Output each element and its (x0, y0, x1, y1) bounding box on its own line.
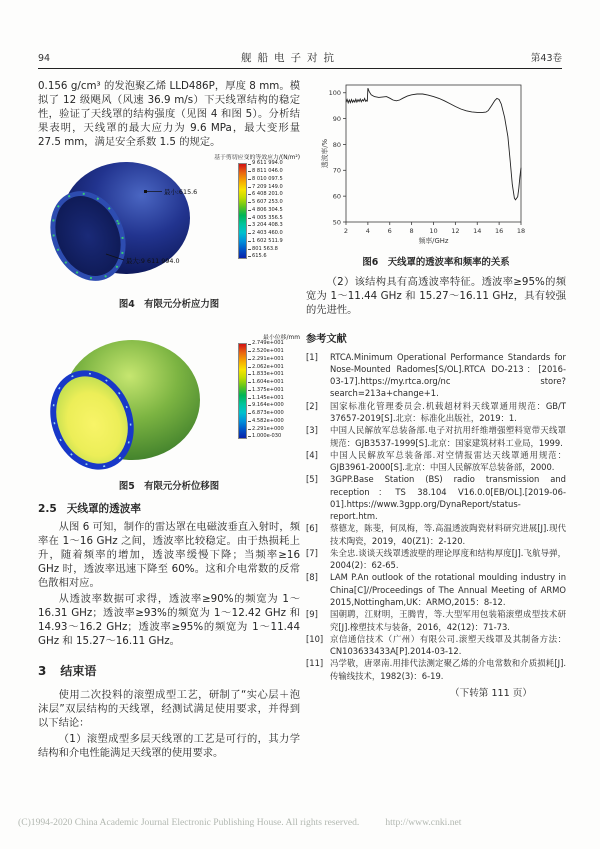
legend-value: 5 607 253.0 (248, 200, 300, 205)
legend-tick (248, 164, 251, 165)
figure4-stress-dome-image (44, 156, 204, 292)
page-header (38, 50, 562, 65)
section-title: 结束语 (60, 664, 97, 679)
legend-tick (248, 202, 251, 203)
continuation-note: （下转第 111 页） (450, 687, 532, 699)
legend-tick (248, 367, 251, 368)
legend-value: 9 611 994.0 (248, 161, 300, 166)
reference-item (306, 608, 566, 633)
cnki-url: http://www.cnki.net (385, 817, 462, 828)
section-2-5-paragraph-1: 从图 6 可知，制作的雷达罩在电磁波垂直入射时，频率在 1～16 GHz 之间，透波率比较稳定。由于热损耗上升，随着频率的增加，透波率缓慢下降；当频率≥16 GHz 时，透波率迅速下降至 60%。这和介电常数的反常色散相对应。 (38, 521, 300, 590)
min-annotation-label: 最小:615.6 (164, 188, 198, 197)
figure4-legend-title: 基于剪切应变的等效应力/(N/m²) (214, 155, 300, 162)
reference-text: RTCA.Minimum Operational Performance Standards for Nose-Mounted Radomes[S/OL].RTCA DO-213：[2016-03-17].https://my.rtca.org/nc store? search=213a+change+1. (330, 351, 566, 399)
legend-tick (248, 233, 251, 234)
max-annotation-label: 最大:9 611 994.0 (126, 257, 180, 266)
reference-text: 冯学敬，唐翠南.用排代法测定聚乙烯的介电常数和介质损耗[J].传输线技术，1982(3)：6-19. (330, 658, 566, 681)
legend-value: 7 209 149.0 (248, 185, 300, 190)
section-3-heading (38, 662, 300, 679)
legend-value: 8 811 046.0 (248, 169, 300, 174)
figure4-caption: 图4 有限元分析应力图 (118, 299, 220, 311)
reference-text: 中国人民解放军总装备部.电子对抗用纤维增强塑料宽带天线罩规范：GJB3537-1999[S].北京：国家建筑材料工业局，1999. (330, 425, 566, 448)
figure4-stress-plot (38, 152, 300, 292)
reference-item (306, 571, 566, 608)
legend-tick (248, 171, 251, 172)
reference-item (306, 400, 566, 425)
legend-value: 4.582e+000 (248, 419, 300, 424)
legend-value: 2.062e+001 (248, 365, 300, 370)
journal-title: 舰船电子对抗 (241, 52, 340, 64)
legend-value: 1.833e+001 (248, 372, 300, 377)
legend-tick (248, 405, 251, 406)
legend-tick (248, 359, 251, 360)
reference-text: 国朝聘，江财明，王腾胄，等.大型军用包装箱滚塑成型技术研究[J].橡塑技术与装备，2016，42(12)：71-73. (330, 609, 566, 632)
legend-value: 2.291e+000 (248, 427, 300, 432)
figure5-displacement-plot (38, 332, 300, 474)
legend-value: 9.164e+000 (248, 403, 300, 408)
figure5-legend-values (248, 341, 300, 439)
section-3-paragraph-1: 使用二次投料的滚塑成型工艺，研制了“实心层＋泡沫层”双层结构的天线罩，经测试满足使用要求，并得到以下结论： (38, 689, 300, 730)
references-heading: 参考文献 (306, 333, 347, 345)
reference-text: 3GPP.Base Station (BS) radio transmission and reception：TS 38.104 V16.0.0[EB/OL].[2019-06-01].https://www.3gpp.org/DynaReport/status-report.htm. (330, 474, 566, 522)
legend-value: 1.375e+001 (248, 388, 300, 393)
figure6-chart (320, 80, 558, 250)
reference-number: [4] (306, 449, 318, 460)
svg-text:频率/GHz: 频率/GHz (418, 237, 449, 245)
legend-tick (248, 413, 251, 414)
svg-text:12: 12 (451, 227, 460, 235)
svg-text:4: 4 (365, 227, 370, 235)
legend-tick (248, 218, 251, 219)
page-number: 94 (38, 53, 51, 64)
reference-item (306, 424, 566, 449)
legend-value: 615.6 (248, 254, 300, 259)
reference-item (306, 547, 566, 572)
reference-number: [3] (306, 425, 318, 436)
legend-value: 1.000e-030 (248, 434, 300, 439)
svg-text:2: 2 (343, 227, 349, 235)
legend-value: 1 602 511.9 (248, 239, 300, 244)
reference-text: LAM P.An outlook of the rotational moulding industry in China[C]//Proceedings of The Annual Meeting of ARMO 2015,Nottingham,UK：ARMO,2015：8-12. (330, 572, 566, 607)
reference-number: [10] (306, 633, 324, 644)
legend-tick (248, 421, 251, 422)
legend-tick (248, 374, 251, 375)
legend-tick (248, 179, 251, 180)
reference-item (306, 473, 566, 522)
conclusion-paragraph-2: （2）该结构具有高透波率特征。透波率≥95%的频宽为 1～11.44 GHz 和 15.27～16.11 GHz，具有较强的先进性。 (306, 276, 566, 316)
reference-number: [6] (306, 523, 318, 534)
legend-value: 2.291e+001 (248, 357, 300, 362)
legend-value: 2.749e+001 (248, 341, 300, 346)
section-number: 2.5 (38, 503, 57, 516)
svg-text:10: 10 (429, 227, 438, 235)
svg-text:16: 16 (494, 227, 504, 235)
svg-text:透波率/%: 透波率/% (321, 138, 329, 169)
legend-tick (248, 210, 251, 211)
legend-value: 8 010 097.5 (248, 177, 300, 182)
copyright-text: (C)1994-2020 China Academic Journal Electronic Publishing House. All rights reserved. (18, 817, 360, 828)
section-title: 天线罩的透波率 (66, 503, 141, 516)
section-2-5-paragraph-2: 从透波率数据可求得，透波率≥90%的频宽为 1～16.31 GHz；透波率≥93%的频宽为 1～12.42 GHz 和 14.93～16.2 GHz；透波率≥95%的频宽为 1～11.44 GHz 和 15.27～16.11 GHz。 (38, 592, 300, 647)
section-3-paragraph-2: （1）滚塑成型多层天线罩的工艺是可行的，其力学结构和介电性能满足天线罩的使用要求。 (38, 733, 300, 760)
legend-value: 4 806 304.5 (248, 208, 300, 213)
reference-number: [11] (306, 658, 324, 669)
svg-text:80: 80 (332, 140, 341, 149)
min-point-marker (144, 190, 147, 193)
figure6-plot (306, 80, 566, 252)
figure5-displacement-dome-image (44, 334, 214, 474)
legend-tick (248, 429, 251, 430)
reference-number: [2] (306, 400, 318, 411)
legend-tick (248, 194, 251, 195)
reference-number: [1] (306, 351, 318, 362)
reference-item (306, 657, 566, 682)
reference-number: [5] (306, 474, 318, 485)
svg-text:70: 70 (332, 166, 341, 175)
reference-text: 蔡德龙，陈斐，何凤梅，等.高温透波陶瓷材料研究进展[J].现代技术陶瓷，2019，40(Z1)：2-120. (330, 523, 566, 546)
legend-tick (248, 436, 251, 437)
right-column (306, 80, 566, 699)
legend-tick (248, 382, 251, 383)
reference-text: 国家标准化管理委员会.机载超材料天线罩通用规范：GB/T 37657-2019[S].北京：标准化出版社，2019：1. (330, 400, 566, 423)
svg-text:14: 14 (473, 227, 482, 235)
legend-value: 2 403 460.0 (248, 231, 300, 236)
svg-text:8: 8 (409, 227, 414, 235)
figure5-legend-title: 最小位移/mm (262, 335, 300, 342)
legend-tick (248, 344, 251, 345)
reference-text: 朱全忠.谈谈天线罩透波壁的理论厚度和结构厚度[J].飞航导弹，2004(2)：62-65. (330, 547, 566, 571)
reference-number: [7] (306, 547, 318, 558)
reference-item (306, 449, 566, 474)
legend-value: 3 204 408.3 (248, 223, 300, 228)
left-column (38, 80, 300, 763)
page-footer (18, 817, 461, 828)
legend-value: 6 408 201.0 (248, 192, 300, 197)
reference-item (306, 351, 566, 400)
svg-text:50: 50 (332, 218, 341, 227)
legend-tick (248, 256, 251, 257)
figure4-legend-values (248, 161, 300, 259)
figure6-caption: 图6 天线罩的透波率和频率的关系 (362, 257, 510, 268)
legend-tick (248, 249, 251, 250)
legend-tick (248, 241, 251, 242)
legend-tick (248, 390, 251, 391)
legend-value: 6.873e+000 (248, 411, 300, 416)
reference-item (306, 522, 566, 547)
reference-item (306, 633, 566, 658)
legend-value: 1.604e+001 (248, 380, 300, 385)
legend-tick (248, 351, 251, 352)
reference-text: 中国人民解放军总装备部.对空情报雷达天线罩通用规范：GJB3961-2000[S].北京：中国人民解放军总装备部，2000. (330, 449, 566, 473)
svg-text:100: 100 (328, 89, 341, 98)
header-rule (38, 68, 562, 69)
reference-number: [9] (306, 609, 318, 620)
figure5-color-scale (238, 343, 247, 439)
section-number: 3 (38, 664, 47, 679)
legend-value: 1.145e+001 (248, 396, 300, 401)
figure4-color-legend (188, 152, 300, 259)
figure4-color-scale (238, 163, 247, 259)
volume-label: 第43卷 (530, 53, 562, 64)
legend-value: 4 005 356.5 (248, 216, 300, 221)
svg-text:90: 90 (332, 114, 341, 123)
references-list (306, 351, 566, 682)
figure5-caption: 图5 有限元分析位移图 (118, 481, 220, 493)
legend-tick (248, 225, 251, 226)
reference-number: [8] (306, 572, 318, 583)
svg-text:18: 18 (516, 227, 526, 235)
legend-tick (248, 187, 251, 188)
svg-text:60: 60 (332, 192, 341, 201)
reference-text: 京信通信技术（广州）有限公司.滚塑天线罩及其制备方法：CN103633433A[P].2014-03-12. (330, 633, 566, 657)
paragraph-intro: 0.156 g/cm³ 的发泡聚乙烯 LLD486P，厚度 8 mm。模拟了 12 级飓风（风速 36.9 m/s）下天线罩结构的稳定性，验证了天线罩的结构强度（见图 4 和图 5）。分析结果表明，天线罩的最大应力为 9.6 MPa，最大变形量 27.5 mm，满足安全系数 1.5 的规定。 (38, 80, 300, 148)
svg-text:6: 6 (387, 227, 392, 235)
legend-value: 2.520e+001 (248, 349, 300, 354)
legend-tick (248, 398, 251, 399)
legend-value: 801 563.8 (248, 247, 300, 252)
section-2-5-heading (38, 501, 300, 516)
